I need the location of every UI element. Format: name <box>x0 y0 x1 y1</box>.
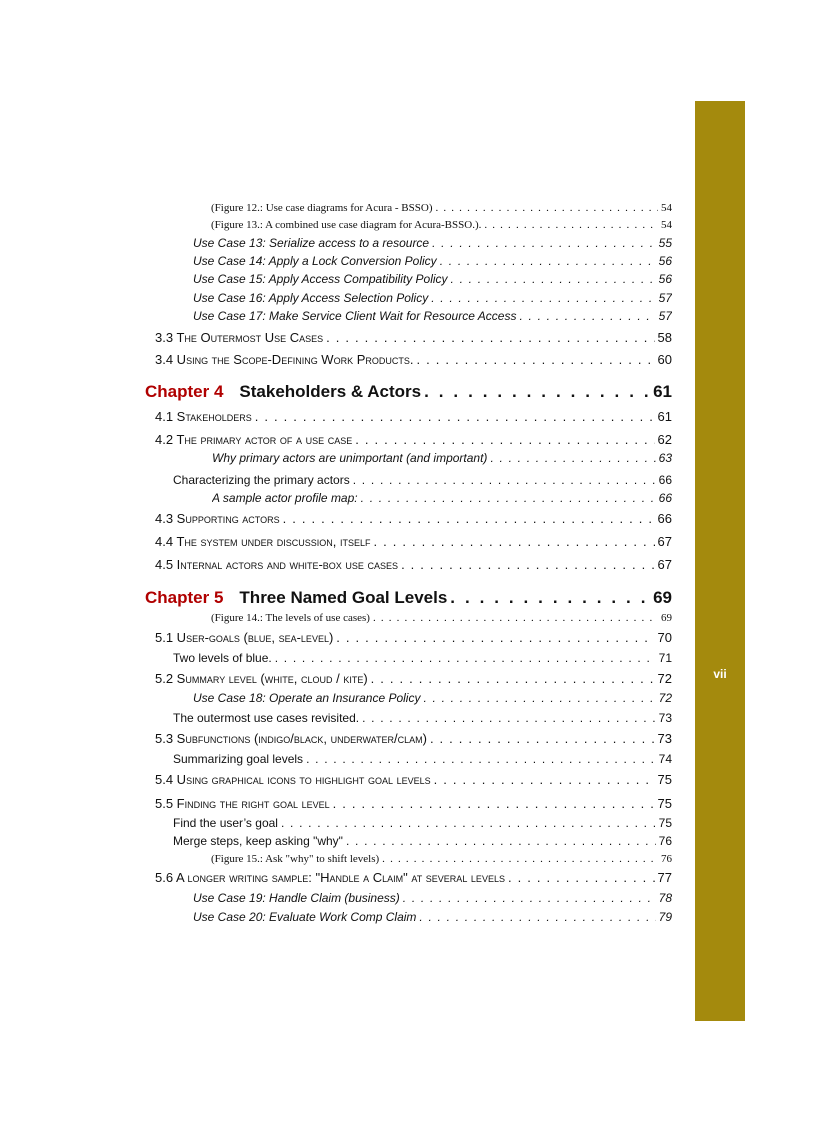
toc-entry-section[interactable]: 3.3 The Outermost Use Cases . . . 58 <box>155 330 672 348</box>
toc-entry-subsection[interactable]: Why primary actors are unimportant (and important) . . . 63 <box>212 451 672 467</box>
toc-entry-use-case[interactable]: Use Case 18: Operate an Insurance Policy . . . 72 <box>193 691 672 707</box>
toc-entry-section[interactable]: 3.4 Using the Scope-Defining Work Products. . . . 60 <box>155 352 672 370</box>
toc-entry-section[interactable]: 4.2 The primary actor of a use case . . . 62 <box>155 432 672 450</box>
chapter-number: Chapter 4 <box>145 382 224 401</box>
toc-entry-section[interactable]: 4.5 Internal actors and white-box use cases . . . 67 <box>155 557 672 575</box>
toc-entry-subsection[interactable]: Find the user’s goal . . . 75 <box>173 816 672 832</box>
toc-entry-section[interactable]: 5.4 Using graphical icons to highlight goal levels . . . 75 <box>155 772 672 790</box>
toc-entry-figure[interactable]: (Figure 15.: Ask "why" to shift levels) . . . 76 <box>211 853 672 867</box>
toc-entry-figure[interactable]: (Figure 13.: A combined use case diagram for Acura-BSSO.). . . . 54 <box>211 219 672 233</box>
toc-entry-subsection[interactable]: Characterizing the primary actors . . . 66 <box>173 473 672 489</box>
toc-entry-section[interactable]: 5.5 Finding the right goal level . . . 75 <box>155 796 672 814</box>
toc-entry-section[interactable]: 4.4 The system under discussion, itself . . . 67 <box>155 534 672 552</box>
toc-entry-subsection[interactable]: Summarizing goal levels . . . 74 <box>173 752 672 768</box>
toc-entry-section[interactable]: 5.1 User-goals (blue, sea-level) . . . 70 <box>155 630 672 648</box>
toc-entry-section[interactable]: 5.3 Subfunctions (indigo/black, underwater/clam) . . . 73 <box>155 731 672 749</box>
toc-entry-use-case[interactable]: Use Case 13: Serialize access to a resource . . . 55 <box>193 236 672 252</box>
toc-entry-chapter[interactable]: Chapter 5 Three Named Goal Levels . . . 69 <box>145 588 672 612</box>
toc-entry-figure[interactable]: (Figure 12.: Use case diagrams for Acura - BSSO) . . . 54 <box>211 202 672 216</box>
page-number-roman: vii <box>713 667 727 681</box>
toc-entry-section[interactable]: 5.6 A longer writing sample: "Handle a Claim" at several levels . . . 77 <box>155 870 672 888</box>
toc-entry-use-case[interactable]: Use Case 19: Handle Claim (business) . . . 78 <box>193 891 672 907</box>
toc-entry-chapter[interactable]: Chapter 4 Stakeholders & Actors . . . 61 <box>145 382 672 406</box>
toc-entry-subsection[interactable]: The outermost use cases revisited. . . . 73 <box>173 711 672 727</box>
toc-entry-section[interactable]: 5.2 Summary level (white, cloud / kite) . . . 72 <box>155 671 672 689</box>
toc-entry-use-case[interactable]: Use Case 17: Make Service Client Wait for Resource Access . . . 57 <box>193 309 672 325</box>
chapter-title: Stakeholders & Actors <box>239 382 422 401</box>
toc-entry-subsection[interactable]: Two levels of blue. . . . 71 <box>173 651 672 667</box>
toc-entry-section[interactable]: 4.1 Stakeholders . . . 61 <box>155 409 672 427</box>
toc-entry-subsection[interactable]: Merge steps, keep asking "why" . . . 76 <box>173 834 672 850</box>
toc-entry-use-case[interactable]: Use Case 14: Apply a Lock Conversion Policy . . . 56 <box>193 254 672 270</box>
chapter-number: Chapter 5 <box>145 588 224 607</box>
toc-entry-subsection[interactable]: A sample actor profile map: . . . 66 <box>212 491 672 507</box>
toc-entry-section[interactable]: 4.3 Supporting actors . . . 66 <box>155 511 672 529</box>
toc-entry-use-case[interactable]: Use Case 16: Apply Access Selection Policy . . . 57 <box>193 291 672 307</box>
toc-entry-use-case[interactable]: Use Case 20: Evaluate Work Comp Claim . . . 79 <box>193 910 672 926</box>
toc-entry-figure[interactable]: (Figure 14.: The levels of use cases) . . . 69 <box>211 612 672 626</box>
toc-entry-use-case[interactable]: Use Case 15: Apply Access Compatibility Policy . . . 56 <box>193 272 672 288</box>
chapter-title: Three Named Goal Levels <box>239 588 448 607</box>
